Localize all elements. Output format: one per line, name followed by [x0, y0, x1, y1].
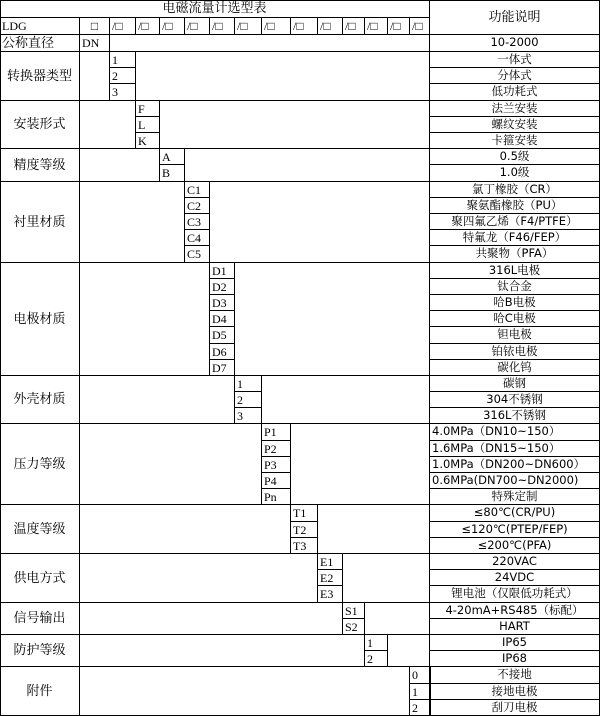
nominal-diameter-label: 公称直径 — [0, 35, 80, 52]
model-slot: /□ — [410, 18, 430, 35]
option-code: 1 — [410, 684, 430, 700]
option-code: D4 — [210, 311, 235, 327]
option-description: 卡箍安装 — [430, 133, 600, 149]
option-description: 0.5级 — [430, 149, 600, 165]
option-code: D2 — [210, 279, 235, 295]
group-label: 信号输出 — [0, 603, 80, 635]
option-code: 2 — [410, 700, 430, 716]
model-slot: /□ — [110, 18, 136, 35]
option-description: 聚氨酯橡胶（PU） — [430, 198, 600, 214]
blank-cell — [136, 52, 430, 101]
option-description: 钽电极 — [430, 327, 600, 344]
option-code: D3 — [210, 295, 235, 311]
blank-cell — [80, 376, 235, 424]
nominal-diameter-desc: 10-2000 — [430, 35, 600, 52]
option-code: 0 — [410, 667, 430, 684]
option-description: 聚四氟乙烯（F4/PTFE） — [430, 214, 600, 230]
option-code: C4 — [185, 230, 210, 246]
option-code: 1 — [365, 635, 388, 651]
model-slot: /□ — [210, 18, 235, 35]
blank-cell — [343, 554, 430, 603]
option-description: HART — [430, 619, 600, 635]
option-description: 接地电极 — [430, 684, 600, 700]
group-label: 转换器类型 — [0, 52, 80, 101]
option-code: T3 — [291, 538, 318, 554]
model-slot: /□ — [262, 18, 291, 35]
option-code: F — [136, 101, 160, 117]
model-slot: /□ — [235, 18, 262, 35]
blank-cell — [80, 667, 410, 716]
option-code: L — [136, 117, 160, 133]
option-code: D5 — [210, 327, 235, 344]
blank-cell — [110, 35, 430, 52]
option-code: C1 — [185, 182, 210, 198]
option-description: 304不锈钢 — [430, 392, 600, 408]
option-code: A — [160, 149, 185, 165]
option-code: P1 — [262, 424, 291, 441]
model-slot: /□ — [291, 18, 318, 35]
model-slot: /□ — [365, 18, 388, 35]
option-code: T1 — [291, 505, 318, 522]
option-description: 螺纹安装 — [430, 117, 600, 133]
option-description: 特氟龙（F46/FEP） — [430, 230, 600, 246]
option-description: ≤200℃(PFA) — [430, 538, 600, 554]
blank-cell — [80, 424, 262, 505]
option-description: 4-20mA+RS485（标配） — [430, 603, 600, 619]
option-description: 碳化钨 — [430, 360, 600, 376]
option-description: 特殊定制 — [430, 489, 600, 505]
option-code: C2 — [185, 198, 210, 214]
table-title: 电磁流量计选型表 — [0, 0, 430, 18]
option-code: Pn — [262, 489, 291, 505]
blank-cell — [262, 376, 430, 424]
option-code: E3 — [318, 586, 343, 603]
option-description: 铂铱电极 — [430, 344, 600, 360]
nominal-diameter-code: DN — [80, 35, 110, 52]
option-description: 刮刀电极 — [430, 700, 600, 716]
option-description: 氯丁橡胶（CR） — [430, 182, 600, 198]
option-description: 钛合金 — [430, 279, 600, 295]
model-prefix: LDG — [0, 18, 80, 35]
group-label: 衬里材质 — [0, 182, 80, 263]
model-slot: /□ — [160, 18, 185, 35]
option-description: 316L不锈钢 — [430, 408, 600, 424]
model-slot: /□ — [318, 18, 343, 35]
blank-cell — [80, 554, 318, 603]
model-slot: /□ — [343, 18, 365, 35]
option-description: 共聚物（PFA） — [430, 246, 600, 263]
option-description: 4.0MPa（DN10~150） — [430, 424, 600, 441]
option-description: 低功耗式 — [430, 84, 600, 101]
group-label: 精度等级 — [0, 149, 80, 182]
option-description: ≤80℃(CR/PU) — [430, 505, 600, 522]
model-slot: /□ — [185, 18, 210, 35]
group-label: 防护等级 — [0, 635, 80, 667]
blank-cell — [80, 263, 210, 376]
option-code: D7 — [210, 360, 235, 376]
option-code: P2 — [262, 441, 291, 457]
option-description: 不接地 — [430, 667, 600, 684]
blank-cell — [365, 603, 430, 635]
blank-cell — [80, 149, 160, 182]
blank-cell — [80, 635, 365, 667]
model-first-box: □ — [80, 18, 110, 35]
option-description: 24VDC — [430, 570, 600, 586]
option-code: 1 — [235, 376, 262, 392]
blank-cell — [318, 505, 430, 554]
option-description: IP68 — [430, 651, 600, 667]
option-code: T2 — [291, 522, 318, 538]
option-description: 1.6MPa（DN15~150） — [430, 441, 600, 457]
blank-cell — [160, 101, 430, 149]
option-description: 1.0级 — [430, 165, 600, 182]
option-description: 220VAC — [430, 554, 600, 570]
blank-cell — [185, 149, 430, 182]
option-code: 2 — [235, 392, 262, 408]
option-description: 分体式 — [430, 68, 600, 84]
option-description: 哈B电极 — [430, 295, 600, 311]
option-code: S2 — [343, 619, 365, 635]
blank-cell — [80, 52, 110, 101]
group-label: 外壳材质 — [0, 376, 80, 424]
option-code: E1 — [318, 554, 343, 570]
option-code: E2 — [318, 570, 343, 586]
model-slot: /□ — [136, 18, 160, 35]
option-code: C5 — [185, 246, 210, 263]
group-label: 安装形式 — [0, 101, 80, 149]
blank-cell — [80, 603, 343, 635]
option-description: ≤120℃(PTEP/FEP) — [430, 522, 600, 538]
option-description: IP65 — [430, 635, 600, 651]
group-label: 压力等级 — [0, 424, 80, 505]
blank-cell — [210, 182, 430, 263]
option-description: 碳钢 — [430, 376, 600, 392]
option-code: K — [136, 133, 160, 149]
option-code: B — [160, 165, 185, 182]
option-code: 1 — [110, 52, 136, 68]
option-code: S1 — [343, 603, 365, 619]
option-description: 1.0MPa（DN200~DN600） — [430, 457, 600, 473]
option-code: 3 — [235, 408, 262, 424]
option-code: D6 — [210, 344, 235, 360]
model-slot: /□ — [388, 18, 410, 35]
blank-cell — [388, 635, 430, 667]
blank-cell — [80, 101, 136, 149]
option-description: 0.6MPa(DN700~DN2000) — [430, 473, 600, 489]
group-label: 温度等级 — [0, 505, 80, 554]
option-code: 2 — [365, 651, 388, 667]
option-code: 2 — [110, 68, 136, 84]
group-label: 附件 — [0, 667, 80, 716]
option-description: 法兰安装 — [430, 101, 600, 117]
blank-cell — [291, 424, 430, 505]
group-label: 电极材质 — [0, 263, 80, 376]
option-description: 316L电极 — [430, 263, 600, 279]
option-code: P3 — [262, 457, 291, 473]
option-code: D1 — [210, 263, 235, 279]
option-description: 哈C电极 — [430, 311, 600, 327]
option-code: P4 — [262, 473, 291, 489]
option-code: 3 — [110, 84, 136, 101]
group-label: 供电方式 — [0, 554, 80, 603]
function-header: 功能说明 — [430, 0, 600, 35]
blank-cell — [235, 263, 430, 376]
option-code: C3 — [185, 214, 210, 230]
blank-cell — [80, 182, 185, 263]
blank-cell — [80, 505, 291, 554]
option-description: 锂电池（仅限低功耗式） — [430, 586, 600, 603]
option-description: 一体式 — [430, 52, 600, 68]
